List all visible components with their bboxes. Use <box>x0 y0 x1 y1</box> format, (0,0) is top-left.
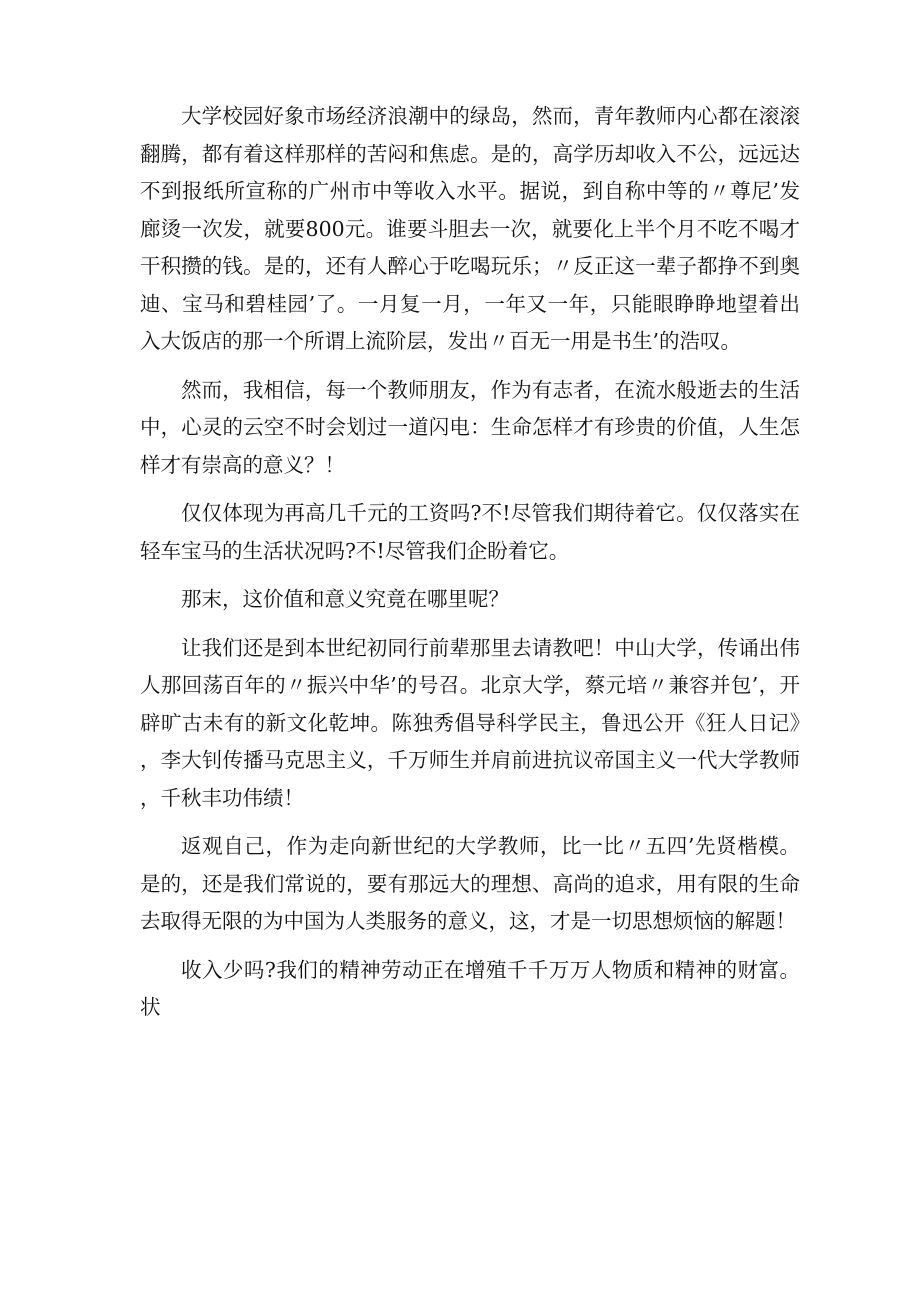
paragraph-4: 那末，这价值和意义究竟在哪里呢？ <box>181 587 509 611</box>
paragraph-6: 返观自己，作为走向新世纪的大学教师，比一比〃五四’先贤楷模。是的，还是我们常说的，要有那远大的理想、高尚的追求，用有限的生命去取得无限的为中国为人类服务的意义，这，才是一切思想烦恼的解题！ <box>140 834 800 933</box>
paragraph-7: 收入少吗?我们的精神劳动正在增殖千千万万人物质和精神的财富。状 <box>140 957 800 1019</box>
paragraph-5: 让我们还是到本世纪初同行前辈那里去请教吧！中山大学，传诵出伟人那回荡百年的〃振兴中华’的号召。北京大学，蔡元培〃兼容并包’，开辟旷古未有的新文化乾坤。陈独秀倡导科学民主，鲁迅公开《狂人日记》，李大钊传播马克思主义，千万师生并肩前进抗议帝国主义一代大学教师，千秋丰功伟绩！ <box>140 635 800 810</box>
paragraph-3: 仅仅体现为再高几千元的工资吗?不!尽管我们期待着它。仅仅落实在轻车宝马的生活状况吗?不!尽管我们企盼着它。 <box>140 501 800 563</box>
paragraph-1: 大学校园好象市场经济浪潮中的绿岛，然而，青年教师内心都在滚滚翻腾，都有着这样那样的苦闷和焦虑。是的，高学历却收入不公，远远达不到报纸所宣称的广州市中等收入水平。据说，到自称中等的〃尊尼’发廊烫一次发，就要800元。谁要斗胆去一次，就要化上半个月不吃不喝才干积攒的钱。是的，还有人醉心于吃喝玩乐；〃反正这一辈子都挣不到奥迪、宝马和碧桂园’了。一月复一月，一年又一年，只能眼睁睁地望着出入大饭店的那一个所谓上流阶层，发出〃百无一用是书生’的浩叹。 <box>140 104 800 353</box>
document-body <box>140 98 800 1038</box>
paragraph-2: 然而，我相信，每一个教师朋友，作为有志者，在流水般逝去的生活中，心灵的云空不时会划过一道闪电：生命怎样才有珍贵的价值，人生怎样才有崇高的意义？！ <box>140 377 800 477</box>
